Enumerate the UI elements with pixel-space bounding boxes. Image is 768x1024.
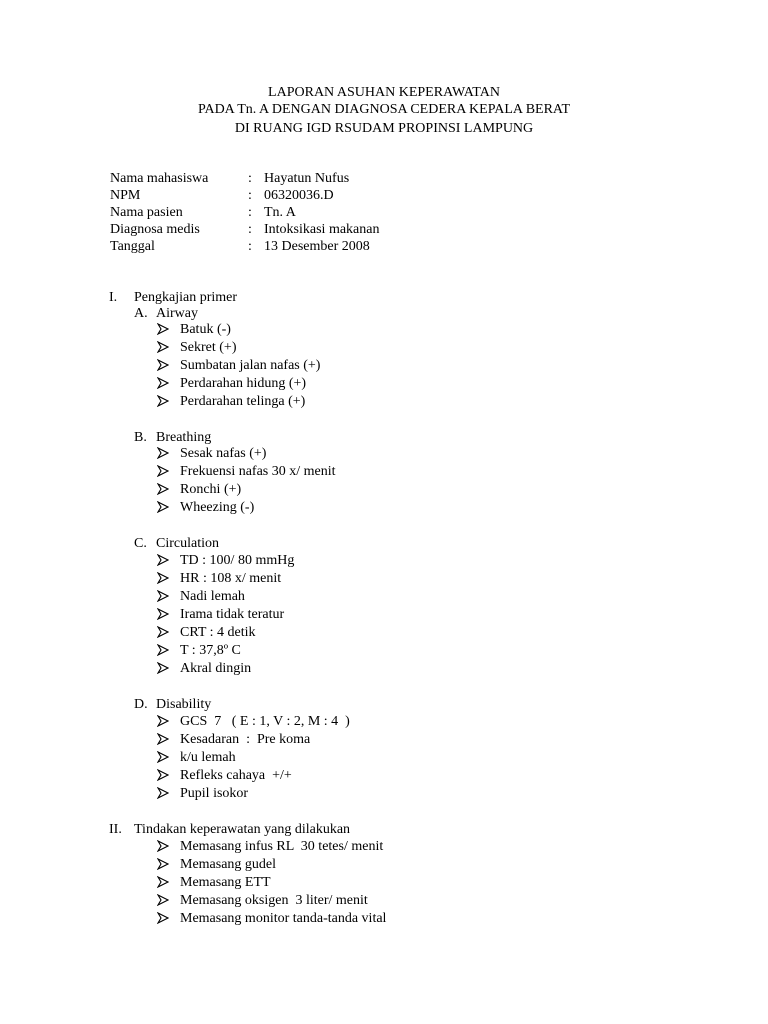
- list-item: [157, 748, 350, 766]
- arrow-bullet-icon: [157, 733, 180, 745]
- arrow-bullet-icon: [157, 662, 180, 674]
- list-item: [157, 338, 320, 356]
- arrow-bullet-icon: [157, 341, 180, 353]
- list-item-text: Sesak nafas (+): [180, 445, 267, 461]
- disability-list: [157, 712, 350, 802]
- list-item: [157, 641, 294, 659]
- list-item-text: Sekret (+): [180, 339, 237, 355]
- section-number: I.: [109, 290, 118, 305]
- arrow-bullet-icon: [157, 590, 180, 602]
- section-number: II.: [109, 822, 122, 837]
- arrow-bullet-icon: [157, 644, 180, 656]
- info-colon: :: [248, 222, 252, 237]
- info-row-date: [110, 238, 379, 255]
- list-item: [157, 587, 294, 605]
- arrow-bullet-icon: [157, 447, 180, 459]
- arrow-bullet-icon: [157, 876, 180, 888]
- list-item: [157, 462, 336, 480]
- arrow-bullet-icon: [157, 840, 180, 852]
- list-item: [157, 320, 320, 338]
- subsection-letter: C.: [134, 536, 147, 551]
- list-item: [157, 623, 294, 641]
- info-row-patient-name: [110, 204, 379, 221]
- list-item: [157, 605, 294, 623]
- list-item-text: Nadi lemah: [180, 588, 245, 604]
- subsection-heading-circulation: [134, 535, 219, 552]
- list-item: [157, 569, 294, 587]
- section-title: Pengkajian primer: [134, 290, 238, 305]
- subsection-letter: B.: [134, 430, 147, 445]
- subsection-title: Breathing: [156, 430, 212, 445]
- section-heading-nursing-actions: [109, 821, 350, 838]
- list-item-text: Refleks cahaya +/+: [180, 767, 292, 783]
- list-item-text: Memasang oksigen 3 liter/ menit: [180, 892, 368, 908]
- list-item: [157, 730, 350, 748]
- subsection-title: Airway: [156, 306, 198, 321]
- list-item-text: Irama tidak teratur: [180, 606, 285, 622]
- arrow-bullet-icon: [157, 377, 180, 389]
- list-item-text: k/u lemah: [180, 749, 236, 765]
- list-item: [157, 659, 294, 677]
- info-colon: :: [248, 239, 252, 254]
- list-item: [157, 891, 386, 909]
- airway-list: [157, 320, 320, 410]
- list-item-text: Pupil isokor: [180, 785, 249, 801]
- info-value: Hayatun Nufus: [264, 171, 350, 186]
- list-item: [157, 837, 386, 855]
- list-item-text: Memasang gudel: [180, 856, 277, 872]
- document-title-line-3: DI RUANG IGD RSUDAM PROPINSI LAMPUNG: [234, 121, 534, 136]
- list-item-text: Frekuensi nafas 30 x/ menit: [180, 463, 336, 479]
- arrow-bullet-icon: [157, 323, 180, 335]
- list-item-text: Batuk (-): [180, 321, 231, 337]
- list-item: [157, 356, 320, 374]
- info-label: NPM: [110, 188, 141, 203]
- circulation-list: [157, 551, 294, 677]
- list-item-text: Memasang monitor tanda-tanda vital: [180, 910, 387, 926]
- subsection-heading-disability: [134, 696, 211, 713]
- list-item: [157, 392, 320, 410]
- info-colon: :: [248, 205, 252, 220]
- arrow-bullet-icon: [157, 608, 180, 620]
- info-value: Tn. A: [264, 205, 296, 220]
- arrow-bullet-icon: [157, 769, 180, 781]
- arrow-bullet-icon: [157, 626, 180, 638]
- arrow-bullet-icon: [157, 715, 180, 727]
- section-title: Tindakan keperawatan yang dilakukan: [134, 822, 351, 837]
- arrow-bullet-icon: [157, 501, 180, 513]
- info-value: Intoksikasi makanan: [264, 222, 380, 237]
- arrow-bullet-icon: [157, 395, 180, 407]
- list-item: [157, 855, 386, 873]
- list-item-text: CRT : 4 detik: [180, 624, 256, 640]
- section-heading-primary-assessment: [109, 289, 237, 306]
- info-value: 06320036.D: [264, 188, 334, 203]
- info-row-diagnosis: [110, 221, 379, 238]
- arrow-bullet-icon: [157, 787, 180, 799]
- info-label: Tanggal: [110, 239, 155, 254]
- subsection-letter: A.: [134, 306, 148, 321]
- arrow-bullet-icon: [157, 912, 180, 924]
- info-label: Nama mahasiswa: [110, 171, 209, 186]
- list-item: [157, 784, 350, 802]
- arrow-bullet-icon: [157, 465, 180, 477]
- arrow-bullet-icon: [157, 554, 180, 566]
- subsection-letter: D.: [134, 697, 148, 712]
- list-item-text: T : 37,8º C: [180, 642, 241, 658]
- info-colon: :: [248, 171, 252, 186]
- nursing-actions-list: [157, 837, 386, 927]
- list-item: [157, 909, 386, 927]
- info-label: Diagnosa medis: [110, 222, 200, 237]
- list-item: [157, 766, 350, 784]
- arrow-bullet-icon: [157, 858, 180, 870]
- list-item: [157, 873, 386, 891]
- document-title-line-1: LAPORAN ASUHAN KEPERAWATAN: [268, 85, 500, 100]
- list-item-text: Perdarahan hidung (+): [180, 375, 307, 391]
- list-item-text: HR : 108 x/ menit: [180, 570, 282, 586]
- list-item-text: TD : 100/ 80 mmHg: [180, 552, 295, 568]
- arrow-bullet-icon: [157, 751, 180, 763]
- arrow-bullet-icon: [157, 572, 180, 584]
- list-item-text: Memasang ETT: [180, 874, 271, 890]
- list-item: [157, 444, 336, 462]
- list-item-text: Memasang infus RL 30 tetes/ menit: [180, 838, 384, 854]
- document-title-line-2: PADA Tn. A DENGAN DIAGNOSA CEDERA KEPALA BERAT: [197, 102, 571, 117]
- list-item-text: Ronchi (+): [180, 481, 242, 497]
- info-value: 13 Desember 2008: [264, 239, 370, 254]
- list-item: [157, 551, 294, 569]
- list-item-text: Kesadaran : Pre koma: [180, 731, 311, 747]
- arrow-bullet-icon: [157, 359, 180, 371]
- list-item-text: GCS 7 ( E : 1, V : 2, M : 4 ): [180, 713, 350, 729]
- subsection-title: Disability: [156, 697, 212, 712]
- subsection-title: Circulation: [156, 536, 219, 551]
- list-item: [157, 498, 336, 516]
- info-colon: :: [248, 188, 252, 203]
- list-item: [157, 374, 320, 392]
- list-item-text: Sumbatan jalan nafas (+): [180, 357, 321, 373]
- list-item-text: Wheezing (-): [180, 499, 255, 515]
- info-row-npm: [110, 187, 379, 204]
- list-item: [157, 712, 350, 730]
- list-item-text: Akral dingin: [180, 660, 252, 676]
- breathing-list: [157, 444, 336, 516]
- student-info-block: [110, 170, 379, 255]
- info-label: Nama pasien: [110, 205, 183, 220]
- list-item: [157, 480, 336, 498]
- list-item-text: Perdarahan telinga (+): [180, 393, 306, 409]
- arrow-bullet-icon: [157, 894, 180, 906]
- info-row-student-name: [110, 170, 379, 187]
- arrow-bullet-icon: [157, 483, 180, 495]
